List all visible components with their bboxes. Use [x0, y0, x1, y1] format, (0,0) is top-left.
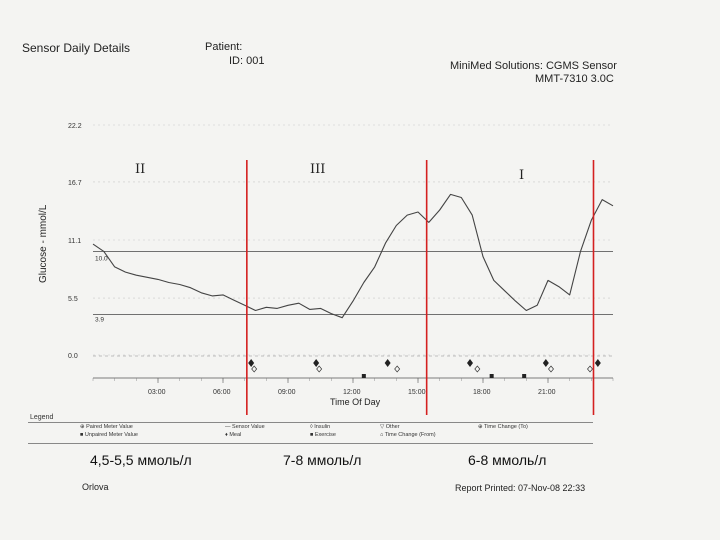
meal-icon: ♦: [225, 432, 230, 438]
paired-meter-icon: ⊕: [80, 424, 87, 430]
x-tick-label: 15:00: [408, 389, 426, 396]
legend-sensor-value: — Sensor Value: [225, 424, 265, 430]
x-tick-label: 06:00: [213, 389, 231, 396]
insulin-marker: [549, 366, 554, 372]
meal-marker: [543, 359, 549, 367]
meal-marker: [595, 359, 601, 367]
period-label-ii: II: [135, 162, 146, 177]
company-name: MiniMed Solutions: CGMS Sensor: [450, 60, 617, 72]
legend-label: Legend: [30, 414, 54, 421]
patient-label: Patient:: [205, 41, 243, 53]
meal-marker: [385, 359, 391, 367]
exercise-marker: [522, 374, 526, 378]
x-tick-label: 03:00: [148, 389, 166, 396]
insulin-marker: [588, 366, 593, 372]
y-axis-label: Glucose - mmol/L: [38, 204, 49, 283]
exercise-icon: ■: [310, 432, 315, 438]
insulin-marker: [317, 366, 322, 372]
legend-unpaired-meter: ■ Unpaired Meter Value: [80, 432, 138, 438]
y-tick-label: 0.0: [68, 353, 78, 360]
y-tick-label: 11.1: [68, 238, 82, 245]
time-change-to-icon: ⊕: [478, 424, 485, 430]
period-lines: [247, 160, 594, 415]
meal-marker: [313, 359, 319, 367]
legend-rule: [28, 422, 593, 423]
report-title: Sensor Daily Details: [22, 41, 131, 55]
range-label-iii: 7-8 ммоль/л: [283, 452, 362, 468]
x-tick-label: 09:00: [278, 389, 296, 396]
exercise-marker: [362, 374, 366, 378]
sensor-trace: [93, 194, 613, 317]
x-axis-label: Time Of Day: [330, 397, 381, 407]
legend-other: ▽ Other: [380, 424, 400, 430]
footer-name: Orlova: [82, 482, 109, 492]
legend-meal: ♦ Meal: [225, 432, 242, 438]
x-tick-label: 12:00: [343, 389, 361, 396]
report-printed: Report Printed: 07-Nov-08 22:33: [455, 483, 586, 493]
legend-time-change-to: ⊕ Time Change (To): [478, 424, 528, 430]
range-label-i: 6-8 ммоль/л: [468, 452, 547, 468]
period-label-i: I: [519, 168, 525, 183]
other-icon: ▽: [380, 424, 386, 430]
meal-marker: [467, 359, 473, 367]
chart-markers: [248, 359, 601, 378]
patient-id: ID: 001: [229, 55, 265, 67]
insulin-marker: [252, 366, 257, 372]
legend-paired-meter: ⊕ Paired Meter Value: [80, 424, 133, 430]
y-tick-label: 22.2: [68, 123, 82, 130]
meal-marker: [248, 359, 254, 367]
x-tick-label: 18:00: [473, 389, 491, 396]
exercise-marker: [490, 374, 494, 378]
target-line-label: 3.9: [95, 316, 105, 324]
target-line-label: 10.0: [95, 255, 108, 263]
unpaired-meter-icon: ■: [80, 432, 85, 438]
x-tick-label: 21:00: [538, 389, 556, 396]
legend-rule-bottom: [28, 443, 593, 444]
y-tick-label: 5.5: [68, 296, 78, 304]
period-label-iii: III: [310, 162, 326, 177]
time-change-from-icon: ⌂: [380, 432, 385, 438]
sensor-line-icon: —: [225, 424, 233, 430]
insulin-marker: [475, 366, 480, 372]
legend-exercise: ■ Exercise: [310, 432, 336, 438]
range-label-ii: 4,5-5,5 ммоль/л: [90, 452, 192, 468]
chart-trace: [93, 194, 613, 317]
insulin-marker: [395, 366, 400, 372]
chart-grid: [93, 125, 613, 378]
legend-insulin: ◊ Insulin: [310, 424, 331, 430]
model-number: MMT-7310 3.0C: [535, 73, 614, 85]
insulin-icon: ◊: [310, 424, 315, 430]
y-tick-label: 16.7: [68, 179, 82, 187]
legend-time-change-from: ⌂ Time Change (From): [380, 432, 436, 438]
